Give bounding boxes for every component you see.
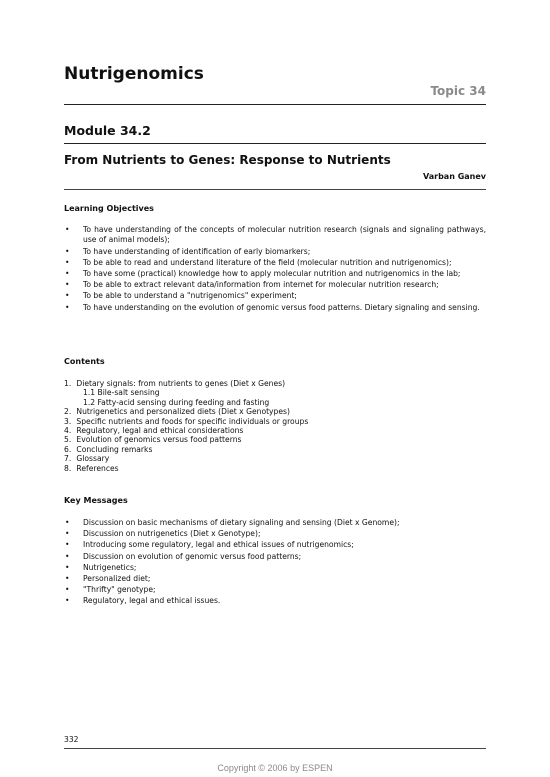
list-item: • To be able to extract relevant data/information from internet for molecular nutrition research; — [64, 280, 486, 290]
contents-list — [64, 379, 486, 473]
list-item: • To have some (practical) knowledge how to apply molecular nutrition and nutrigenomics in the lab; — [64, 269, 486, 279]
list-item: • Discussion on nutrigenetics (Diet x Genotype); — [64, 529, 486, 539]
footer-rule — [64, 748, 486, 749]
contents-item: 1.1 Bile-salt sensing — [83, 388, 160, 398]
list-item: • To be able to understand a "nutrigenomics" experiment; — [64, 291, 486, 301]
title-rule — [64, 189, 486, 190]
module-rule — [64, 143, 486, 144]
page-number: 332 — [64, 735, 79, 744]
key-messages-list — [64, 518, 486, 608]
list-item: • To have understanding on the evolution of genomic versus food patterns. Dietary signaling and sensing. — [64, 303, 486, 313]
list-item: • "Thrifty" genotype; — [64, 585, 486, 595]
topic-label: Topic 34 — [430, 84, 486, 98]
copyright-notice: Copyright © 2006 by ESPEN — [217, 763, 333, 773]
contents-item: 4. Regulatory, legal and ethical considerations — [64, 426, 244, 436]
contents-item: 7. Glossary — [64, 454, 110, 464]
module-number: Module 34.2 — [64, 123, 151, 138]
list-item: • Discussion on basic mechanisms of dietary signaling and sensing (Diet x Genome); — [64, 518, 486, 528]
author-name: Varban Ganev — [422, 172, 486, 181]
header-rule — [64, 104, 486, 105]
contents-item: 2. Nutrigenetics and personalized diets (Diet x Genotypes) — [64, 407, 290, 417]
contents-item: 1.2 Fatty-acid sensing during feeding and fasting — [83, 397, 270, 407]
contents-item: 1. Dietary signals: from nutrients to genes (Diet x Genes) — [64, 379, 286, 388]
key-messages-heading: Key Messages — [64, 496, 128, 505]
list-item: • Discussion on evolution of genomic versus food patterns; — [64, 552, 486, 562]
learning-objectives-list — [64, 225, 486, 314]
learning-objectives-heading: Learning Objectives — [64, 204, 154, 213]
contents-item: 8. References — [64, 463, 119, 473]
list-item: • To be able to read and understand literature of the field (molecular nutrition and nutrigenomics); — [64, 258, 486, 268]
list-item: • Introducing some regulatory, legal and ethical issues of nutrigenomics; — [64, 540, 486, 550]
list-item: • To have understanding of identification of early biomarkers; — [64, 247, 486, 257]
contents-heading: Contents — [64, 357, 105, 366]
contents-item: 6. Concluding remarks — [64, 444, 153, 454]
contents-item: 3. Specific nutrients and foods for specific individuals or groups — [64, 416, 309, 426]
module-title: From Nutrients to Genes: Response to Nutrients — [64, 153, 391, 167]
list-item: • To have understanding of the concepts of molecular nutrition research (signals and signaling pathways, use of animal models); — [64, 225, 486, 246]
list-item: • Nutrigenetics; — [64, 563, 486, 573]
book-title: Nutrigenomics — [64, 64, 204, 84]
list-item: • Regulatory, legal and ethical issues. — [64, 596, 486, 606]
list-item: • Personalized diet; — [64, 574, 486, 584]
contents-item: 5. Evolution of genomics versus food patterns — [64, 435, 242, 445]
